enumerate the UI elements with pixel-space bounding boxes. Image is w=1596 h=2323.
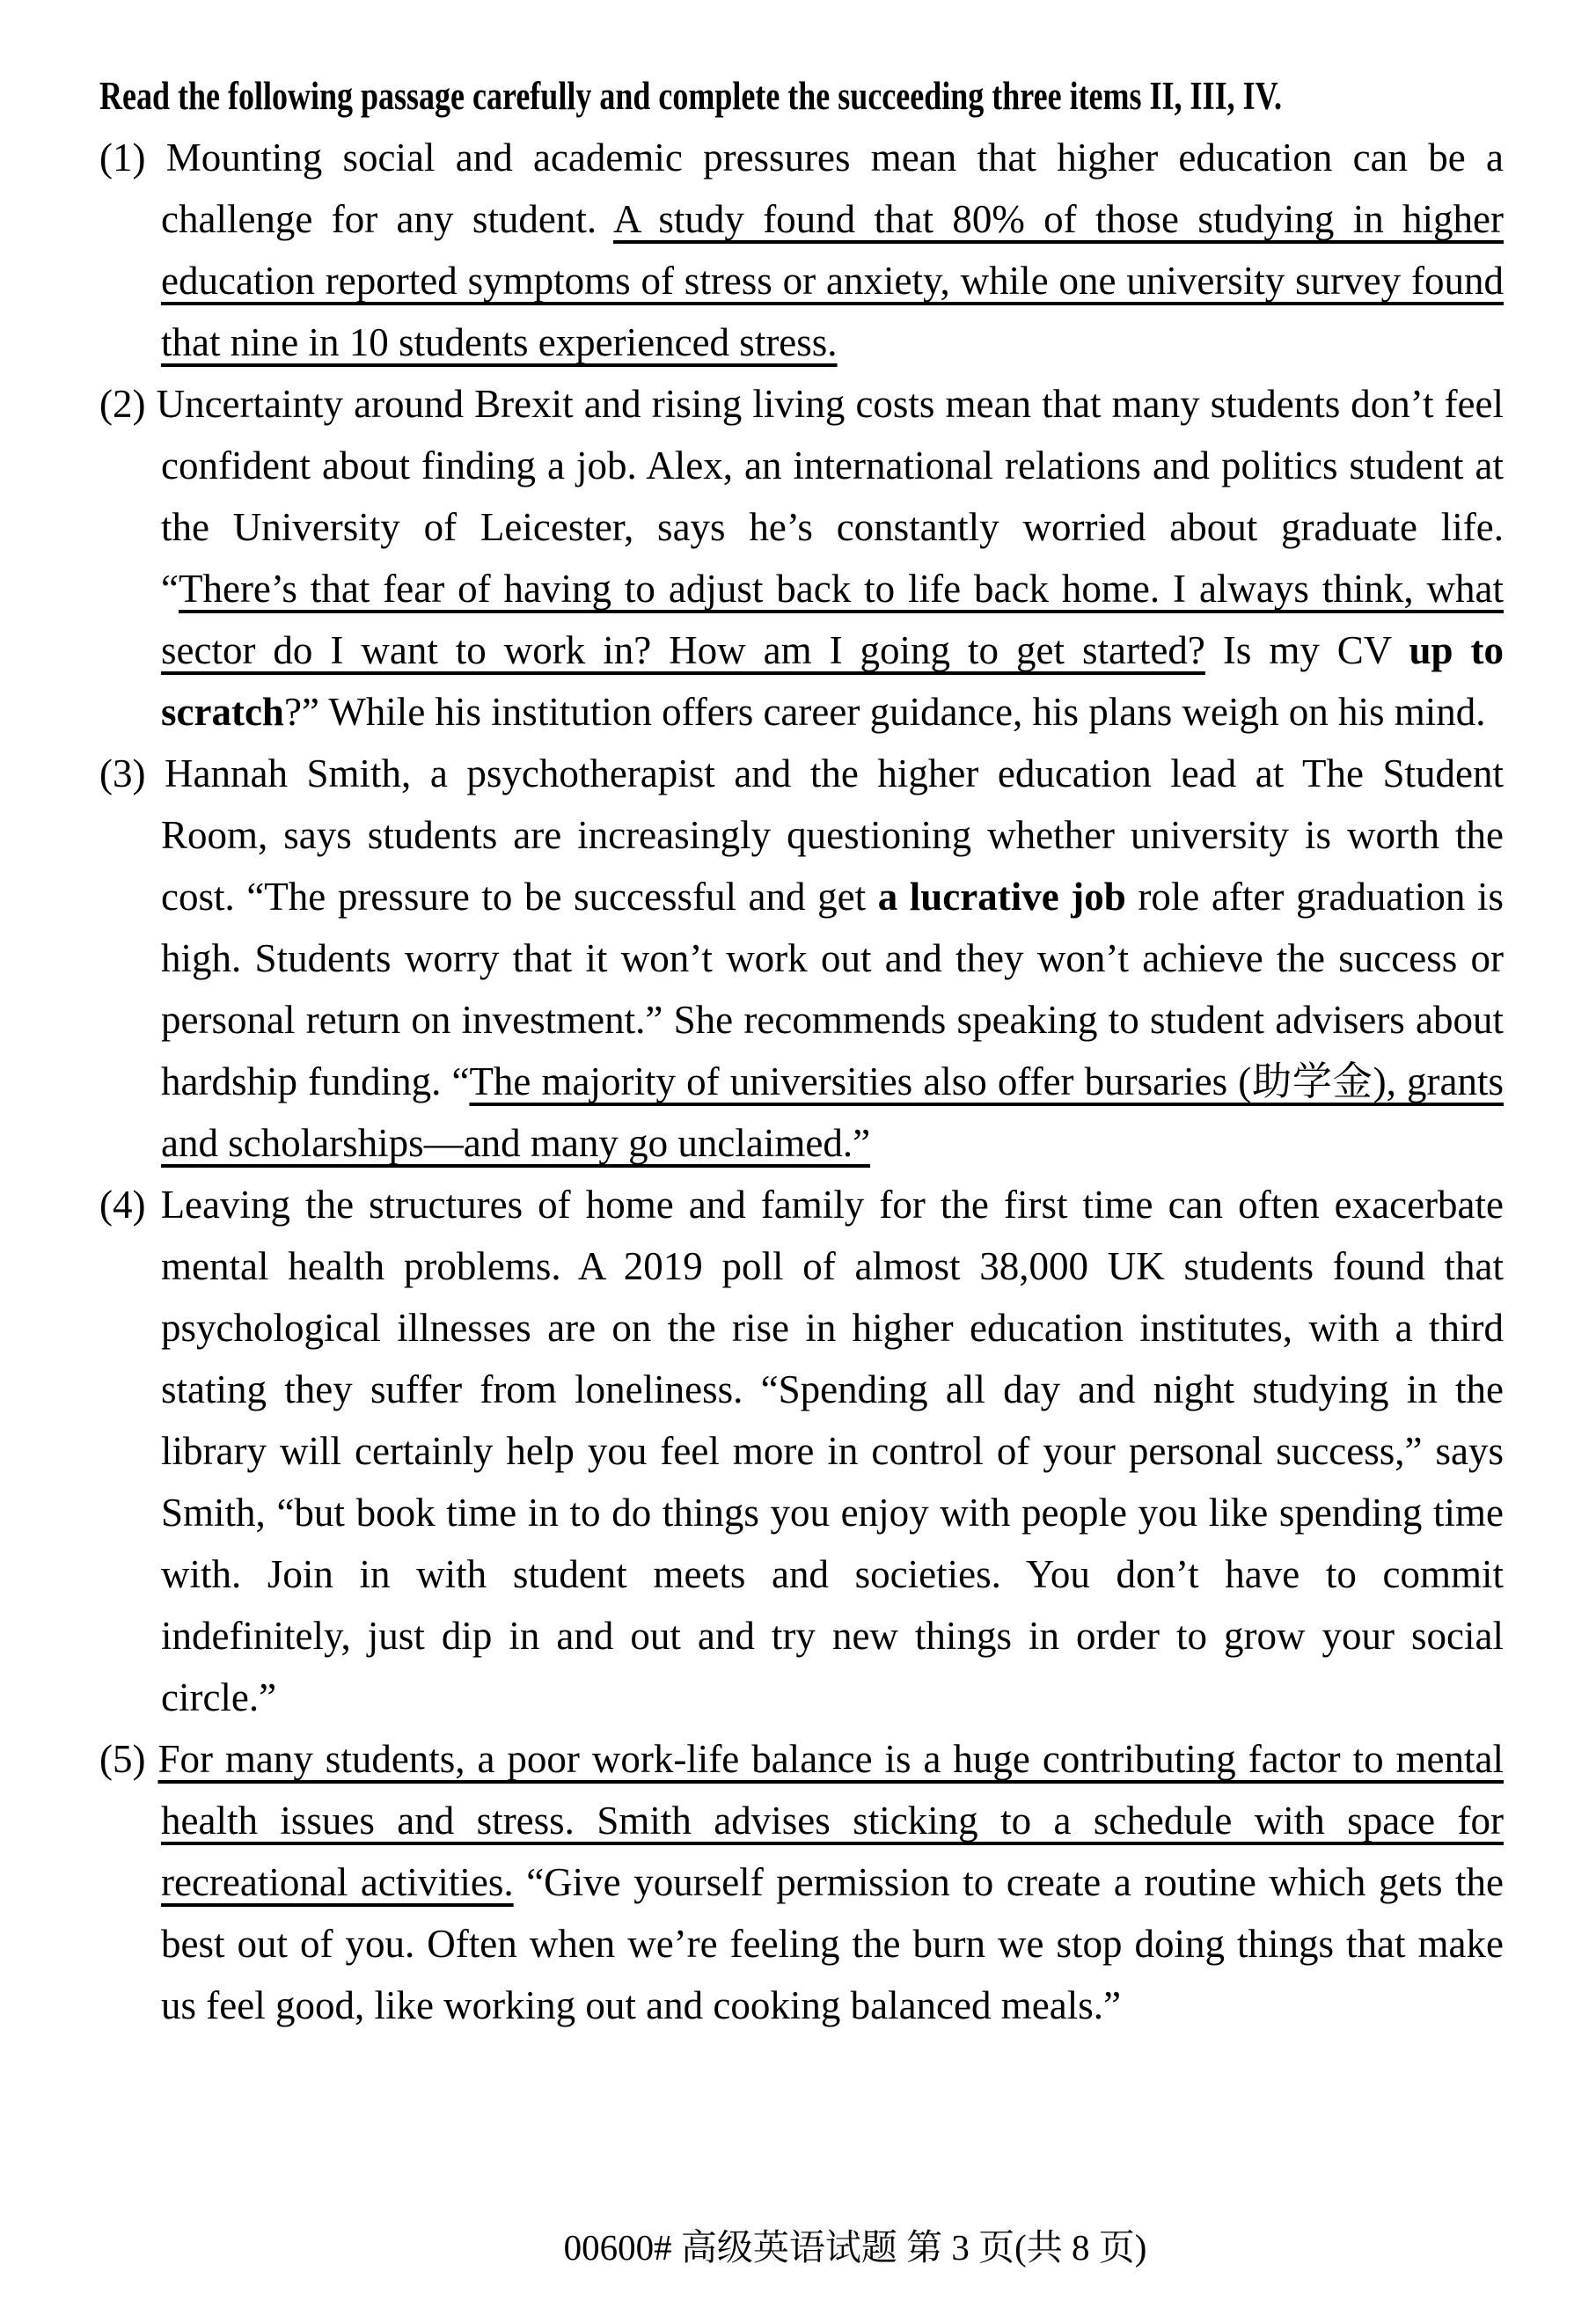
text-run: role after graduation is high. Students worry that it won’t work out and they won’t achieve the success or personal return on investment.” She recommends speaking to student advisers about hardship funding. “ (161, 875, 1504, 1103)
bold-text-run: up to scratch (161, 628, 1504, 734)
text-run: Is my CV (1204, 628, 1409, 672)
instruction-heading (99, 65, 1504, 127)
paragraph-number: (3) (99, 751, 146, 795)
paragraph-4 (99, 1174, 1504, 1728)
text-run: ?” While his institution offers career guidance, his plans weigh on his mind. (283, 690, 1486, 734)
exam-page-content (99, 65, 1504, 2036)
paragraph-1 (99, 127, 1504, 373)
paragraph-2 (99, 373, 1504, 743)
underlined-text-run: For many students, a poor work-life balance is a huge contributing factor to mental health issues and stress. Smith advises sticking to a schedule with space for recreational activities. (157, 1737, 1504, 1904)
text-run: “Give yourself permission to create a routine which gets the best out of you. Often when we’re feeling the burn we stop doing things that make us feel good, like working out and cooking balanced meals.” (161, 1860, 1504, 2027)
paragraph-3 (99, 743, 1504, 1174)
bold-text-run: a lucrative job (877, 875, 1126, 919)
text-run: Hannah Smith, a psychotherapist and the higher education lead at The Student Room, says students are increasingly questioning whether university is worth the cost. “The pressure to be successful and get (161, 751, 1504, 919)
underlined-text-run: The majority of universities also offer bursaries (助学金), grants and scholarships—and many go unclaimed.” (161, 1059, 1504, 1165)
text-run: Mounting social and academic pressures mean that higher education can be a challenge for any student. (161, 136, 1504, 241)
instruction-text: Read the following passage carefully and complete the succeeding three items II, III, IV. (99, 74, 1282, 118)
underlined-text-run: A study found that 80% of those studying in higher education reported symptoms of stress or anxiety, while one university survey found that nine in 10 students experienced stress. (161, 197, 1504, 364)
paragraph-5 (99, 1728, 1504, 2036)
paragraph-number: (5) (99, 1737, 146, 1781)
text-run: Leaving the structures of home and family for the first time can often exacerbate mental health problems. A 2019 poll of almost 38,000 UK students found that psychological illnesses are on the rise in higher education institutes, with a third stating they suffer from loneliness. “Spending all day and night studying in the library will certainly help you feel more in control of your personal success,” says Smith, “but book time in to do things you enjoy with people you like spending time with. Join in with student meets and societies. You don’t have to commit indefinitely, just dip in and out and try new things in order to grow your social circle.” (160, 1183, 1504, 1719)
page-footer: 00600# 高级英语试题 第 3 页(共 8 页) (563, 2227, 1147, 2268)
paragraph-number: (1) (99, 136, 146, 180)
paragraph-number: (4) (99, 1183, 146, 1227)
underlined-text-run: There’s that fear of having to adjust back to life back home. I always think, what sector do I want to work in? How am I going to get started? (161, 567, 1504, 672)
text-run: Uncertainty around Brexit and rising living costs mean that many students don’t feel confident about finding a job. Alex, an international relations and politics student at the University of Leicester, says he’s constantly worried about graduate life. “ (156, 382, 1504, 611)
paragraph-number: (2) (99, 382, 146, 426)
